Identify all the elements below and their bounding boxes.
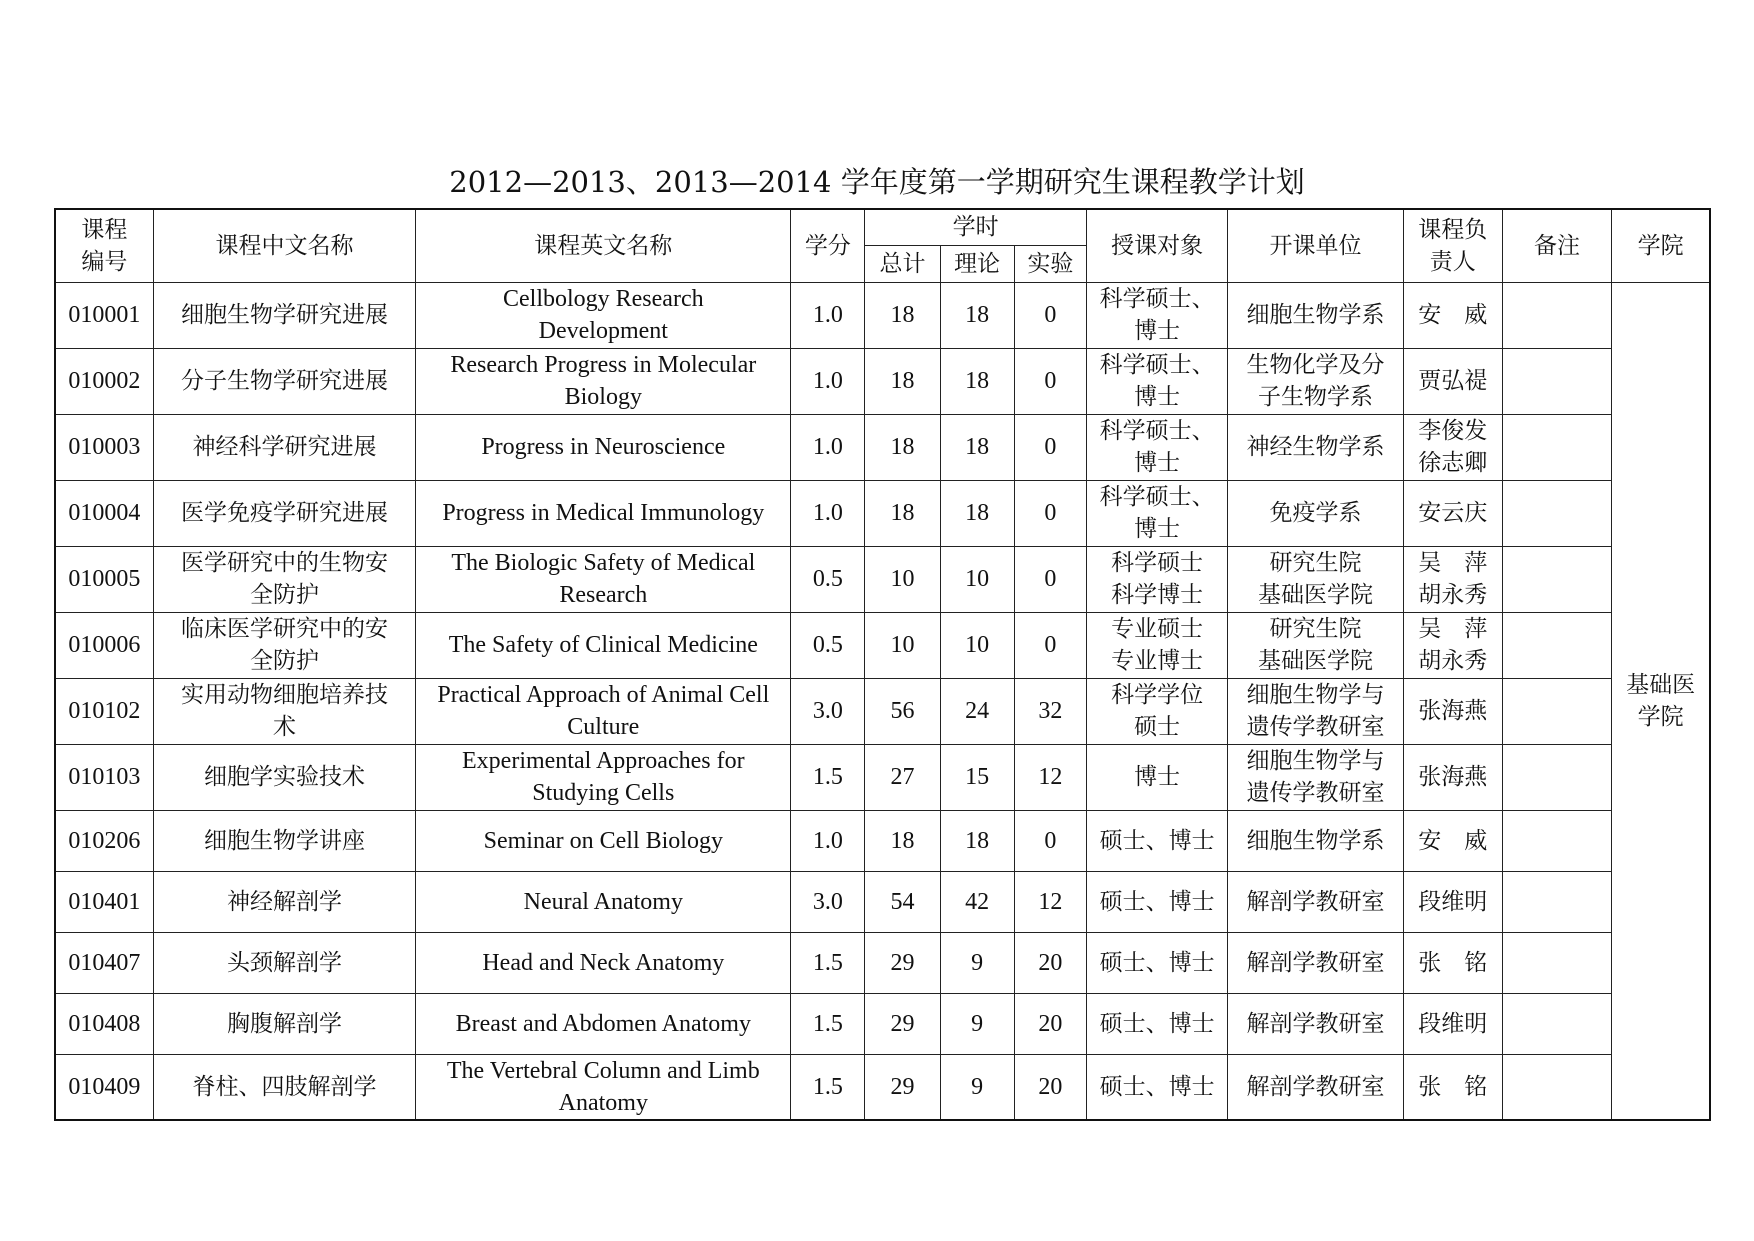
credit-cell: 1.0 [791, 810, 865, 871]
page-title: 2012—2013、2013—2014 学年度第一学期研究生课程教学计划 [449, 165, 1305, 199]
note-cell [1502, 546, 1611, 612]
table-body [55, 282, 1710, 1120]
hours-lab-cell: 0 [1014, 282, 1086, 348]
english-name-cell: Seminar on Cell Biology [416, 810, 791, 871]
hours-total-cell: 18 [865, 282, 940, 348]
hours-total-cell: 27 [865, 744, 940, 810]
hours-lab-cell: 0 [1014, 348, 1086, 414]
audience-cell: 博士 [1086, 744, 1227, 810]
chinese-name-cell: 脊柱、四肢解剖学 [153, 1054, 416, 1120]
credit-cell: 1.5 [791, 932, 865, 993]
course-code-cell: 010401 [55, 871, 153, 932]
note-cell [1502, 480, 1611, 546]
table-row [55, 678, 1710, 744]
owner-cell: 张海燕 [1403, 744, 1502, 810]
hours-total-cell: 18 [865, 480, 940, 546]
english-name-cell: Progress in Neuroscience [416, 414, 791, 480]
table-row [55, 480, 1710, 546]
note-cell [1502, 744, 1611, 810]
hours-lab-cell: 20 [1014, 932, 1086, 993]
hours-total-cell: 10 [865, 612, 940, 678]
owner-cell: 贾弘禔 [1403, 348, 1502, 414]
owner-cell: 安 威 [1403, 810, 1502, 871]
hours-theory-cell: 9 [940, 993, 1014, 1054]
english-name-cell: Head and Neck Anatomy [416, 932, 791, 993]
owner-cell: 段维明 [1403, 871, 1502, 932]
department-cell: 生物化学及分 子生物学系 [1228, 348, 1403, 414]
hours-lab-cell: 0 [1014, 612, 1086, 678]
english-name-cell: Cellbology Research Development [416, 282, 791, 348]
hours-lab-cell: 0 [1014, 546, 1086, 612]
header-course-code: 课程 编号 [55, 209, 153, 282]
hours-lab-cell: 20 [1014, 993, 1086, 1054]
course-code-cell: 010409 [55, 1054, 153, 1120]
credit-cell: 1.0 [791, 480, 865, 546]
hours-total-cell: 18 [865, 414, 940, 480]
note-cell [1502, 810, 1611, 871]
header-credit: 学分 [791, 209, 865, 282]
chinese-name-cell: 细胞生物学研究进展 [153, 282, 416, 348]
department-cell: 研究生院 基础医学院 [1228, 546, 1403, 612]
course-code-cell: 010001 [55, 282, 153, 348]
table-row [55, 810, 1710, 871]
hours-total-cell: 29 [865, 993, 940, 1054]
header-hours: 学时 [865, 209, 1087, 245]
english-name-cell: The Vertebral Column and Limb Anatomy [416, 1054, 791, 1120]
english-name-cell: Progress in Medical Immunology [416, 480, 791, 546]
table-header [55, 209, 1710, 282]
course-code-cell: 010206 [55, 810, 153, 871]
department-cell: 细胞生物学与 遗传学教研室 [1228, 744, 1403, 810]
audience-cell: 科学硕士、 博士 [1086, 348, 1227, 414]
course-code-cell: 010005 [55, 546, 153, 612]
table-row [55, 612, 1710, 678]
credit-cell: 3.0 [791, 678, 865, 744]
header-note: 备注 [1502, 209, 1611, 282]
hours-total-cell: 18 [865, 348, 940, 414]
owner-cell: 张海燕 [1403, 678, 1502, 744]
owner-cell: 吴 萍 胡永秀 [1403, 546, 1502, 612]
chinese-name-cell: 神经科学研究进展 [153, 414, 416, 480]
hours-theory-cell: 42 [940, 871, 1014, 932]
header-owner: 课程负 责人 [1403, 209, 1502, 282]
hours-theory-cell: 15 [940, 744, 1014, 810]
department-cell: 解剖学教研室 [1228, 932, 1403, 993]
header-hours-theory: 理论 [940, 245, 1014, 282]
course-code-cell: 010103 [55, 744, 153, 810]
note-cell [1502, 612, 1611, 678]
hours-total-cell: 29 [865, 1054, 940, 1120]
note-cell [1502, 282, 1611, 348]
hours-lab-cell: 0 [1014, 414, 1086, 480]
owner-cell: 李俊发 徐志卿 [1403, 414, 1502, 480]
audience-cell: 硕士、博士 [1086, 1054, 1227, 1120]
audience-cell: 硕士、博士 [1086, 993, 1227, 1054]
hours-theory-cell: 18 [940, 348, 1014, 414]
audience-cell: 硕士、博士 [1086, 871, 1227, 932]
chinese-name-cell: 分子生物学研究进展 [153, 348, 416, 414]
department-cell: 研究生院 基础医学院 [1228, 612, 1403, 678]
course-code-cell: 010003 [55, 414, 153, 480]
department-cell: 神经生物学系 [1228, 414, 1403, 480]
english-name-cell: The Safety of Clinical Medicine [416, 612, 791, 678]
hours-theory-cell: 18 [940, 810, 1014, 871]
table-row [55, 546, 1710, 612]
hours-theory-cell: 18 [940, 414, 1014, 480]
table-row [55, 932, 1710, 993]
owner-cell: 吴 萍 胡永秀 [1403, 612, 1502, 678]
course-code-cell: 010408 [55, 993, 153, 1054]
english-name-cell: Experimental Approaches for Studying Cells [416, 744, 791, 810]
table-row [55, 871, 1710, 932]
credit-cell: 1.5 [791, 1054, 865, 1120]
hours-theory-cell: 10 [940, 546, 1014, 612]
audience-cell: 科学硕士 科学博士 [1086, 546, 1227, 612]
audience-cell: 专业硕士 专业博士 [1086, 612, 1227, 678]
owner-cell: 段维明 [1403, 993, 1502, 1054]
course-code-cell: 010002 [55, 348, 153, 414]
chinese-name-cell: 神经解剖学 [153, 871, 416, 932]
english-name-cell: Breast and Abdomen Anatomy [416, 993, 791, 1054]
hours-total-cell: 54 [865, 871, 940, 932]
course-code-cell: 010102 [55, 678, 153, 744]
department-cell: 细胞生物学与 遗传学教研室 [1228, 678, 1403, 744]
hours-total-cell: 56 [865, 678, 940, 744]
audience-cell: 科学硕士、 博士 [1086, 282, 1227, 348]
chinese-name-cell: 头颈解剖学 [153, 932, 416, 993]
header-chinese-name: 课程中文名称 [153, 209, 416, 282]
hours-theory-cell: 9 [940, 1054, 1014, 1120]
hours-lab-cell: 12 [1014, 744, 1086, 810]
audience-cell: 硕士、博士 [1086, 932, 1227, 993]
audience-cell: 硕士、博士 [1086, 810, 1227, 871]
course-plan-table [54, 208, 1711, 1121]
table-row [55, 282, 1710, 348]
credit-cell: 1.5 [791, 744, 865, 810]
chinese-name-cell: 临床医学研究中的安 全防护 [153, 612, 416, 678]
credit-cell: 3.0 [791, 871, 865, 932]
chinese-name-cell: 医学研究中的生物安 全防护 [153, 546, 416, 612]
credit-cell: 0.5 [791, 546, 865, 612]
hours-lab-cell: 20 [1014, 1054, 1086, 1120]
hours-theory-cell: 18 [940, 282, 1014, 348]
course-code-cell: 010004 [55, 480, 153, 546]
department-cell: 解剖学教研室 [1228, 1054, 1403, 1120]
note-cell [1502, 871, 1611, 932]
hours-total-cell: 29 [865, 932, 940, 993]
course-code-cell: 010407 [55, 932, 153, 993]
credit-cell: 1.0 [791, 282, 865, 348]
note-cell [1502, 414, 1611, 480]
hours-total-cell: 18 [865, 810, 940, 871]
hours-theory-cell: 24 [940, 678, 1014, 744]
header-english-name: 课程英文名称 [416, 209, 791, 282]
department-cell: 细胞生物学系 [1228, 810, 1403, 871]
english-name-cell: Research Progress in Molecular Biology [416, 348, 791, 414]
note-cell [1502, 348, 1611, 414]
college-cell: 基础医 学院 [1612, 282, 1710, 1120]
hours-theory-cell: 18 [940, 480, 1014, 546]
department-cell: 解剖学教研室 [1228, 871, 1403, 932]
table-row [55, 1054, 1710, 1120]
hours-theory-cell: 9 [940, 932, 1014, 993]
english-name-cell: The Biologic Safety of Medical Research [416, 546, 791, 612]
owner-cell: 张 铭 [1403, 1054, 1502, 1120]
note-cell [1502, 932, 1611, 993]
english-name-cell: Practical Approach of Animal Cell Culture [416, 678, 791, 744]
chinese-name-cell: 医学免疫学研究进展 [153, 480, 416, 546]
hours-lab-cell: 0 [1014, 810, 1086, 871]
hours-lab-cell: 12 [1014, 871, 1086, 932]
department-cell: 免疫学系 [1228, 480, 1403, 546]
chinese-name-cell: 细胞学实验技术 [153, 744, 416, 810]
header-hours-total: 总计 [865, 245, 940, 282]
credit-cell: 0.5 [791, 612, 865, 678]
credit-cell: 1.0 [791, 414, 865, 480]
table-row [55, 744, 1710, 810]
owner-cell: 安 威 [1403, 282, 1502, 348]
hours-lab-cell: 32 [1014, 678, 1086, 744]
department-cell: 解剖学教研室 [1228, 993, 1403, 1054]
credit-cell: 1.5 [791, 993, 865, 1054]
chinese-name-cell: 胸腹解剖学 [153, 993, 416, 1054]
english-name-cell: Neural Anatomy [416, 871, 791, 932]
header-department: 开课单位 [1228, 209, 1403, 282]
chinese-name-cell: 实用动物细胞培养技 术 [153, 678, 416, 744]
header-audience: 授课对象 [1086, 209, 1227, 282]
hours-total-cell: 10 [865, 546, 940, 612]
hours-lab-cell: 0 [1014, 480, 1086, 546]
audience-cell: 科学学位 硕士 [1086, 678, 1227, 744]
note-cell [1502, 1054, 1611, 1120]
header-hours-lab: 实验 [1014, 245, 1086, 282]
table-row [55, 414, 1710, 480]
note-cell [1502, 678, 1611, 744]
table-row [55, 348, 1710, 414]
table-row [55, 993, 1710, 1054]
note-cell [1502, 993, 1611, 1054]
credit-cell: 1.0 [791, 348, 865, 414]
course-code-cell: 010006 [55, 612, 153, 678]
audience-cell: 科学硕士、 博士 [1086, 414, 1227, 480]
department-cell: 细胞生物学系 [1228, 282, 1403, 348]
chinese-name-cell: 细胞生物学讲座 [153, 810, 416, 871]
owner-cell: 张 铭 [1403, 932, 1502, 993]
hours-theory-cell: 10 [940, 612, 1014, 678]
audience-cell: 科学硕士、 博士 [1086, 480, 1227, 546]
owner-cell: 安云庆 [1403, 480, 1502, 546]
header-college: 学院 [1612, 209, 1710, 282]
